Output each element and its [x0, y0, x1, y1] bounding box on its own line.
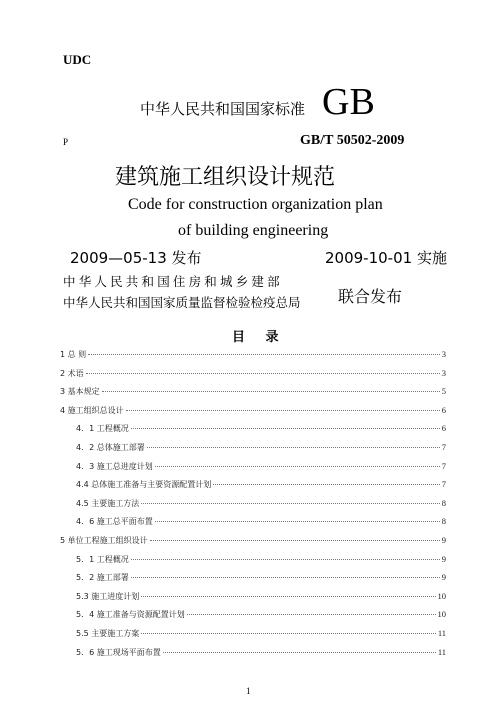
toc-entry-label: 2 术语 [60, 368, 84, 378]
document-title-chinese: 建筑施工组织设计规范 [115, 165, 336, 190]
page-number: 1 [246, 686, 251, 696]
toc-entry-label: 5 单位工程施工组织设计 [60, 535, 148, 545]
p-mark: P [63, 137, 69, 147]
document-title-english-line2: of building engineering [178, 222, 329, 239]
toc-entry-page: 10 [437, 590, 446, 601]
toc-entry-label: 5.5 主要施工方案 [76, 628, 140, 638]
toc-entry-label: 3 基本规定 [60, 387, 100, 397]
toc-entry [60, 554, 446, 573]
toc-leader-dots [102, 391, 440, 392]
issuer-quality-administration: 中华人民共和国国家质量监督检验检疫总局 [63, 295, 301, 310]
toc-entry-label: 4 施工组织总设计 [60, 405, 124, 415]
issuer-ministry: 中华人民共和国住房和城乡建部 [63, 274, 283, 289]
toc-entry-label: 1 总 则 [60, 350, 87, 359]
toc-entry-page: 9 [441, 553, 446, 564]
toc-title: 目 录 [232, 330, 287, 345]
toc-entry [60, 591, 446, 610]
toc-entry-page: 11 [437, 646, 446, 657]
toc-leader-dots [141, 633, 436, 634]
toc-entry [60, 609, 446, 628]
toc-entry-label: 5．4 施工准备与资源配置计划 [76, 610, 185, 620]
toc-leader-dots [150, 540, 440, 541]
toc-entry [60, 479, 446, 498]
toc-entry-page: 9 [441, 572, 446, 583]
toc-entry [60, 516, 446, 535]
toc-entry-page: 3 [441, 367, 446, 378]
toc-leader-dots [163, 652, 436, 653]
toc-entry-page: 8 [441, 497, 446, 508]
toc-leader-dots [155, 521, 440, 522]
issue-date: 2009—05-13 发布 [70, 249, 202, 267]
toc-entry-page: 7 [441, 479, 446, 490]
toc-leader-dots [131, 428, 440, 429]
toc-entry-label: 4．6 施工总平面布置 [76, 517, 153, 527]
toc-leader-dots [147, 447, 440, 448]
gb-mark: GB [322, 81, 375, 123]
toc-leader-dots [155, 466, 440, 467]
toc-leader-dots [141, 596, 435, 597]
standard-name: 中华人民共和国国家标准 [140, 100, 306, 118]
toc-entry [60, 349, 446, 368]
toc-entry-page: 3 [441, 349, 446, 359]
toc-entry-label: 5．6 施工现场平面布置 [76, 647, 161, 657]
toc-entry [60, 442, 446, 461]
toc-entry-label: 5.3 施工进度计划 [76, 591, 140, 601]
toc-entry [60, 628, 446, 647]
toc-entry [60, 405, 446, 424]
toc-entry-page: 6 [441, 404, 446, 415]
toc-leader-dots [126, 410, 440, 411]
toc-leader-dots [131, 577, 440, 578]
toc-entry-label: 4.4 总体施工准备与主要资源配置计划 [76, 480, 212, 490]
toc-entry-label: 4．1 工程概况 [76, 424, 129, 434]
toc-entry-label: 5．1 工程概况 [76, 554, 129, 564]
udc-label: UDC [63, 52, 92, 67]
toc-entry [60, 572, 446, 591]
toc-leader-dots [187, 614, 436, 615]
toc-entry-page: 6 [441, 423, 446, 434]
toc-entry-page: 11 [437, 627, 446, 638]
toc-entry [60, 368, 446, 387]
toc-entry-label: 4．2 总体施工部署 [76, 442, 145, 452]
toc-entry-page: 10 [437, 609, 446, 620]
toc-entry-page: 9 [441, 534, 446, 545]
toc-leader-dots [213, 484, 439, 485]
toc-entry [60, 647, 446, 666]
toc-entry-page: 8 [441, 516, 446, 527]
toc-leader-dots [131, 559, 440, 560]
toc-entry [60, 386, 446, 405]
toc-leader-dots [86, 373, 440, 374]
toc-entry-page: 7 [441, 460, 446, 471]
standard-number: GB/T 50502-2009 [300, 133, 405, 148]
toc-entry-label: 5．2 施工部署 [76, 573, 129, 583]
toc-entry [60, 535, 446, 554]
joint-release-label: 联合发布 [338, 287, 403, 306]
toc-leader-dots [141, 503, 439, 504]
table-of-contents [60, 349, 446, 665]
toc-leader-dots [88, 354, 440, 355]
toc-entry-label: 4.5 主要施工方法 [76, 498, 140, 508]
toc-entry-label: 4．3 施工总进度计划 [76, 461, 153, 471]
document-title-english-line1: Code for construction organization plan [128, 196, 383, 213]
toc-entry [60, 423, 446, 442]
toc-entry [60, 498, 446, 517]
toc-entry [60, 461, 446, 480]
toc-entry-page: 5 [441, 386, 446, 397]
toc-entry-page: 7 [441, 441, 446, 452]
implement-date: 2009-10-01 实施 [325, 249, 447, 267]
